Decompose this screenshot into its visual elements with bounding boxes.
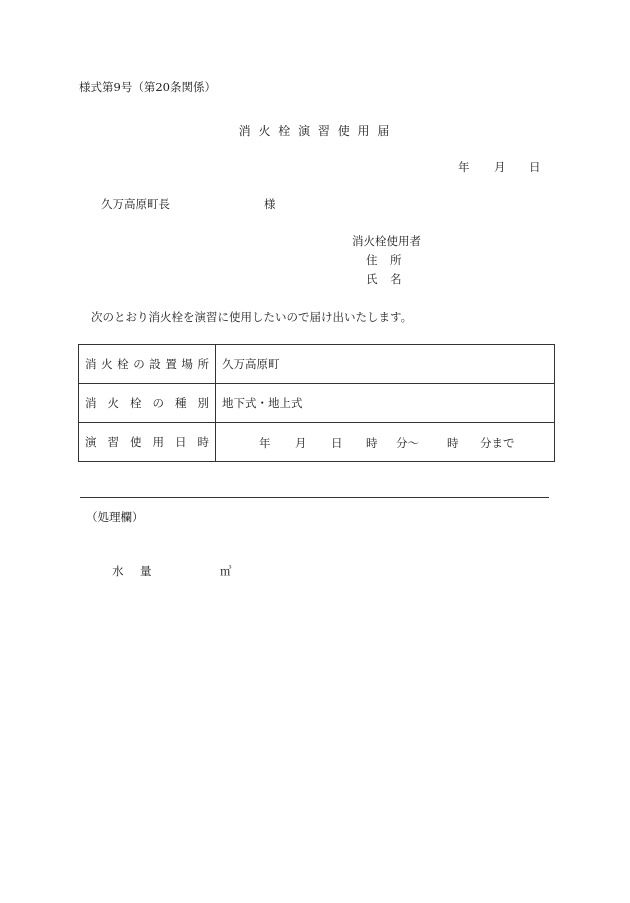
type-label: [79, 384, 216, 423]
label-char: 火: [107, 396, 119, 410]
table-row-location: [79, 345, 555, 384]
label-char: 時: [197, 435, 209, 449]
location-value[interactable]: 久万高原町: [216, 345, 555, 384]
label-char: 種: [175, 396, 187, 410]
processing-label: （処理欄）: [86, 510, 144, 524]
form-table: [78, 344, 555, 462]
form-number: 様式第9号（第20条関係）: [79, 80, 216, 94]
water-label-char: 水: [112, 564, 124, 578]
addressee: 久万高原町長: [101, 197, 170, 211]
datetime-label: [79, 423, 216, 462]
date-day-label: 日: [529, 160, 541, 174]
datetime-year-label: 年: [259, 436, 271, 450]
datetime-hour2-label: 時: [447, 436, 459, 450]
water-volume-unit: [220, 566, 232, 578]
datetime-day-label: 日: [331, 436, 343, 450]
label-char: 栓: [117, 357, 129, 371]
type-value[interactable]: 地下式・地上式: [216, 384, 555, 423]
label-char: 別: [197, 396, 209, 410]
document-title: 消 火 栓 演 習 使 用 届: [238, 124, 392, 138]
datetime-minute1-label: 分～: [396, 436, 419, 450]
divider-line: [80, 497, 549, 498]
label-char: 消: [85, 357, 97, 371]
label-char: の: [152, 396, 164, 410]
datetime-hour1-label: 時: [366, 436, 378, 450]
location-label: [79, 345, 216, 384]
table-row-datetime: [79, 423, 555, 462]
label-char: 消: [85, 396, 97, 410]
label-char: 火: [101, 357, 113, 371]
date-month-label: 月: [494, 160, 506, 174]
label-char: 使: [130, 435, 142, 449]
label-char: 栓: [130, 396, 142, 410]
label-char: 置: [165, 357, 177, 371]
applicant-title: 消火栓使用者: [352, 234, 421, 248]
address-label-char: 所: [390, 253, 402, 267]
label-char: 日: [175, 435, 187, 449]
unit-text: ㎥: [220, 564, 232, 578]
label-char: の: [133, 357, 145, 371]
datetime-value[interactable]: [216, 423, 555, 462]
name-label-char: 名: [390, 272, 402, 286]
intro-text: 次のとおり消火栓を演習に使用したいので届け出いたします。: [91, 310, 413, 324]
name-label-char: 氏: [366, 272, 378, 286]
label-char: 設: [149, 357, 161, 371]
label-char: 演: [85, 435, 97, 449]
label-char: 用: [152, 435, 164, 449]
label-char: 場: [181, 357, 193, 371]
table-row-type: [79, 384, 555, 423]
datetime-month-label: 月: [295, 436, 307, 450]
date-year-label: 年: [458, 160, 470, 174]
water-label-char: 量: [140, 564, 152, 578]
label-char: 所: [197, 357, 209, 371]
datetime-minute2-label: 分まで: [480, 436, 515, 450]
label-char: 習: [107, 435, 119, 449]
address-label-char: 住: [366, 253, 378, 267]
honorific: 様: [264, 197, 276, 211]
